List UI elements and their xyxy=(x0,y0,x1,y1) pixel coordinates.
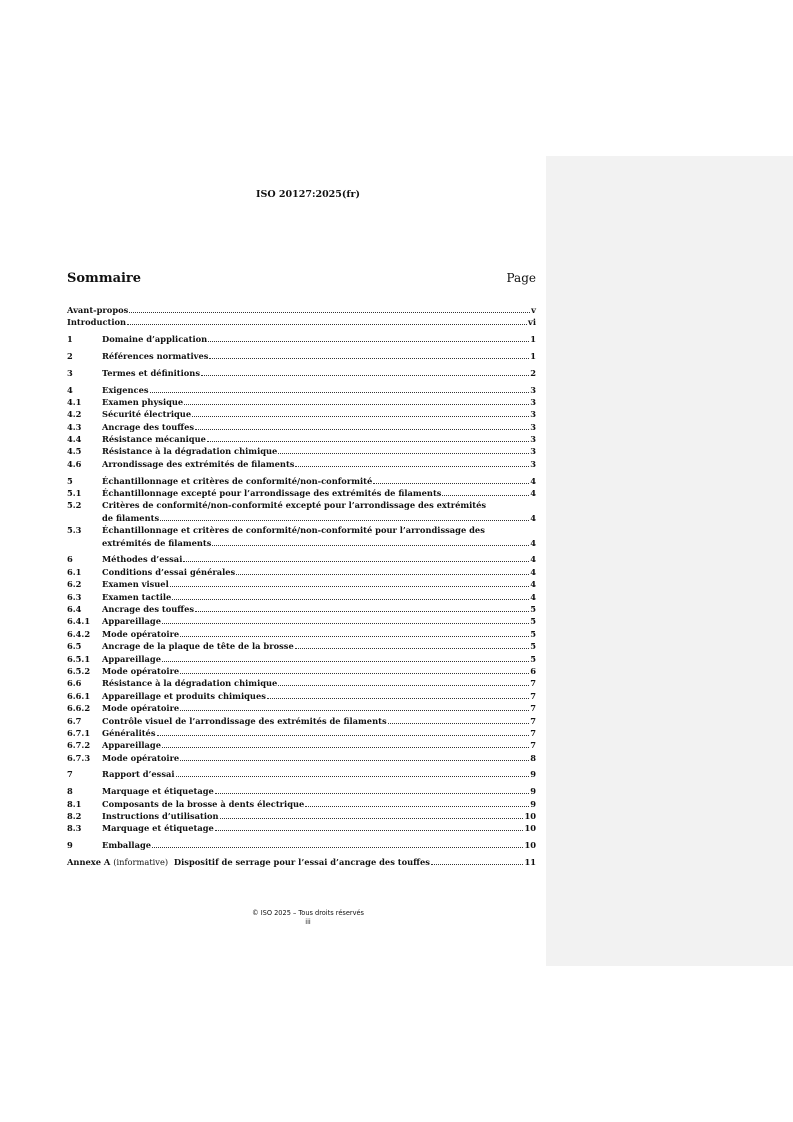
toc-entry-title: Marquage et étiquetage xyxy=(102,823,214,834)
toc-entry-page: 7 xyxy=(530,715,536,726)
toc-entry[interactable] xyxy=(67,715,536,727)
toc-entry-page: 7 xyxy=(530,727,536,738)
toc-entry-title: Ancrage des touffes xyxy=(102,421,195,432)
toc-entry-title: Échantillonnage et critères de conformité/non-conformité xyxy=(102,475,373,486)
toc-entry-title: Conditions d’essai générales xyxy=(102,566,236,577)
toc-entry[interactable] xyxy=(67,445,536,457)
toc-entry-title-cont: extrémités de filaments xyxy=(102,537,212,548)
toc-entry-number: 8.2 xyxy=(67,811,82,822)
toc-entry-page: 3 xyxy=(530,384,536,395)
toc-entry-number: 5.3 xyxy=(67,525,82,536)
toc-entry-page: 3 xyxy=(530,434,536,445)
comment-pane xyxy=(546,156,793,966)
toc-entry[interactable] xyxy=(67,603,536,615)
toc-entry-number: 3 xyxy=(67,367,73,378)
toc-entry-page: 4 xyxy=(530,475,536,486)
toc-entry-page: 4 xyxy=(530,554,536,565)
toc-entry-number: 5.1 xyxy=(67,488,82,499)
toc-entry-number: 4.5 xyxy=(67,446,82,457)
toc-entry[interactable] xyxy=(67,665,536,677)
toc-entry-number: 4.4 xyxy=(67,434,82,445)
toc-entry-page: 5 xyxy=(530,616,536,627)
page-number: iii xyxy=(305,918,311,926)
toc-entry-title: Résistance à la dégradation chimique xyxy=(102,678,278,689)
toc-entry-number: 6.5 xyxy=(67,641,82,652)
toc-entry-page: 3 xyxy=(530,396,536,407)
toc-entry-number: 5.2 xyxy=(67,500,82,511)
toc-entry-page: 4 xyxy=(530,537,536,548)
toc-entry-title: Mode opératoire xyxy=(102,703,180,714)
toc-entry-page: 4 xyxy=(530,579,536,590)
toc-entry[interactable] xyxy=(67,433,536,445)
toc-entry[interactable] xyxy=(67,822,536,834)
toc-entry-page: 11 xyxy=(524,856,536,867)
toc-entry-page: 9 xyxy=(530,769,536,780)
toc-entry[interactable] xyxy=(67,702,536,714)
toc-entry-title: Examen physique xyxy=(102,396,184,407)
toc-entry-title: Examen visuel xyxy=(102,579,169,590)
toc-entry-number: 6.7.3 xyxy=(67,752,91,763)
toc-entry-number: 1 xyxy=(67,334,73,345)
toc-entry-number: 6.1 xyxy=(67,566,82,577)
toc-entry-page: 3 xyxy=(530,421,536,432)
toc-entry-number: 4.2 xyxy=(67,409,82,420)
toc-entry-title: Emballage xyxy=(102,840,152,851)
toc-entry-page: 4 xyxy=(530,512,536,523)
toc-entry[interactable] xyxy=(67,653,536,665)
toc-entry-number: 6.6.1 xyxy=(67,690,91,701)
toc-entry-title: Contrôle visuel de l’arrondissage des extrémités de filaments xyxy=(102,715,387,726)
toc-entry-title-cont: de filaments xyxy=(102,512,160,523)
toc-entry-number: 2 xyxy=(67,350,73,361)
toc-entry[interactable] xyxy=(67,752,536,764)
toc-entry-title: Exigences xyxy=(102,384,149,395)
toc-entry-title: Instructions d’utilisation xyxy=(102,811,219,822)
toc-title: Sommaire xyxy=(67,271,142,286)
table-of-contents xyxy=(67,304,536,868)
toc-entry-title: Marquage et étiquetage xyxy=(102,786,214,797)
copyright-notice: © ISO 2025 – Tous droits réservés xyxy=(252,909,364,917)
toc-entry-title: Mode opératoire xyxy=(102,665,180,676)
toc-entry-page: 8 xyxy=(530,752,536,763)
toc-entry[interactable] xyxy=(67,798,536,810)
toc-entry-number: 8.1 xyxy=(67,798,82,809)
toc-entry-page: 1 xyxy=(530,350,536,361)
toc-entry-page: 7 xyxy=(530,703,536,714)
toc-entry-page: 5 xyxy=(530,641,536,652)
toc-entry[interactable] xyxy=(67,367,536,379)
toc-entry-title: Composants de la brosse à dents électrique xyxy=(102,798,305,809)
toc-entry-number: 9 xyxy=(67,840,73,851)
toc-entry-title: Termes et définitions xyxy=(102,367,201,378)
toc-entry-page: 5 xyxy=(530,604,536,614)
toc-entry-number: 6 xyxy=(67,554,73,565)
toc-entry-number: 6.6.2 xyxy=(67,703,91,714)
toc-entry-number: 6.5.1 xyxy=(67,653,91,664)
toc-entry-number: 4.6 xyxy=(67,458,82,469)
toc-entry[interactable] xyxy=(67,524,536,549)
toc-entry-title: Appareillage xyxy=(102,653,161,664)
toc-entry-page: 5 xyxy=(530,628,536,639)
toc-entry-page: v xyxy=(531,305,536,315)
toc-entry-number: 6.4 xyxy=(67,604,82,614)
toc-entry[interactable] xyxy=(67,316,536,328)
toc-entry-title: Mode opératoire xyxy=(102,752,180,763)
toc-entry-page: 2 xyxy=(530,367,536,378)
toc-entry-title: Critères de conformité/non-conformité excepté pour l’arrondissage des extrémités xyxy=(102,500,487,511)
toc-entry-number: 6.2 xyxy=(67,579,82,590)
toc-entry[interactable] xyxy=(67,553,536,565)
toc-entry-title: Échantillonnage excepté pour l’arrondissage des extrémités de filaments xyxy=(102,488,442,499)
toc-entry-title: Ancrage des touffes xyxy=(102,604,195,614)
toc-entry-title: Introduction xyxy=(67,317,127,328)
toc-entry-title: Domaine d’application xyxy=(102,334,208,345)
toc-entry-number: 6.6 xyxy=(67,678,82,689)
toc-entry[interactable] xyxy=(67,566,536,578)
annex-label: Annexe A xyxy=(67,856,111,867)
toc-entry-page: 4 xyxy=(530,566,536,577)
toc-entry-number: 6.4.2 xyxy=(67,628,91,639)
toc-entry[interactable] xyxy=(67,384,536,396)
toc-entry-page: 5 xyxy=(530,653,536,664)
toc-entry-page: 10 xyxy=(524,840,536,851)
toc-entry[interactable] xyxy=(67,810,536,822)
toc-entry-number: 5 xyxy=(67,475,73,486)
toc-entry-title: Résistance mécanique xyxy=(102,434,206,445)
toc-entry-title: Résistance à la dégradation chimique xyxy=(102,446,278,457)
toc-entry-number: 8.3 xyxy=(67,823,82,834)
toc-entry-title: Rapport d’essai xyxy=(102,769,175,780)
toc-entry-title: Appareillage et produits chimiques xyxy=(102,690,266,701)
toc-entry-page: 7 xyxy=(530,678,536,689)
toc-entry[interactable] xyxy=(67,487,536,499)
toc-entry-title: Ancrage de la plaque de tête de la brosse xyxy=(102,641,294,652)
toc-entry-page: 9 xyxy=(530,786,536,797)
toc-entry[interactable] xyxy=(67,304,536,316)
toc-entry[interactable] xyxy=(67,785,536,797)
toc-entry-title: Mode opératoire xyxy=(102,628,180,639)
toc-entry-page: 1 xyxy=(530,334,536,345)
toc-entry[interactable] xyxy=(67,499,536,524)
toc-entry[interactable] xyxy=(67,333,536,345)
toc-entry[interactable] xyxy=(67,615,536,627)
toc-entry-number: 8 xyxy=(67,786,73,797)
toc-entry-number: 6.5.2 xyxy=(67,665,91,676)
toc-entry-title: Sécurité électrique xyxy=(102,409,192,420)
toc-entry-title: Appareillage xyxy=(102,740,161,751)
toc-entry[interactable] xyxy=(67,458,536,470)
toc-entry-number: 6.7.1 xyxy=(67,727,91,738)
toc-entry-title: Dispositif de serrage pour l’essai d’ancrage des touffes xyxy=(173,856,430,867)
toc-entry-page: 6 xyxy=(530,665,536,676)
toc-entry-page: 3 xyxy=(530,458,536,469)
toc-entry-number: 4 xyxy=(67,384,73,395)
toc-entry-number: 6.7.2 xyxy=(67,740,91,751)
document-id: ISO 20127:2025(fr) xyxy=(256,189,360,200)
toc-entry-annex-a[interactable] xyxy=(67,856,536,868)
toc-entry-page: 7 xyxy=(530,690,536,701)
toc-entry-title: Méthodes d’essai xyxy=(102,554,183,565)
toc-entry-number: 4.1 xyxy=(67,396,82,407)
toc-entry-title: Appareillage xyxy=(102,616,161,627)
toc-page-label: Page xyxy=(506,271,536,285)
toc-entry-page: 10 xyxy=(524,811,536,822)
toc-entry-page: 4 xyxy=(530,488,536,499)
toc-entry-number: 6.3 xyxy=(67,591,82,602)
toc-entry[interactable] xyxy=(67,727,536,739)
toc-entry-page: 7 xyxy=(530,740,536,751)
toc-entry[interactable] xyxy=(67,408,536,420)
toc-entry-page: 3 xyxy=(530,409,536,420)
toc-entry-number: 4.3 xyxy=(67,421,82,432)
toc-entry-title: Généralités xyxy=(102,727,156,738)
toc-entry[interactable] xyxy=(67,677,536,689)
toc-entry-page: 9 xyxy=(530,798,536,809)
toc-entry[interactable] xyxy=(67,739,536,751)
toc-entry[interactable] xyxy=(67,640,536,652)
toc-entry-page: 10 xyxy=(524,823,536,834)
toc-entry-title: Examen tactile xyxy=(102,591,172,602)
page-footer xyxy=(0,909,616,927)
toc-entry-page: 4 xyxy=(530,591,536,602)
toc-entry[interactable] xyxy=(67,768,536,780)
toc-entry-title: Échantillonnage et critères de conformité/non-conformité pour l’arrondissage des xyxy=(102,525,485,536)
toc-entry-number: 7 xyxy=(67,769,73,780)
toc-entry[interactable] xyxy=(67,421,536,433)
toc-entry[interactable] xyxy=(67,350,536,362)
toc-entry[interactable] xyxy=(67,578,536,590)
toc-entry-page: vi xyxy=(528,317,536,328)
toc-header xyxy=(67,271,536,286)
toc-entry[interactable] xyxy=(67,839,536,851)
toc-entry-title: Références normatives xyxy=(102,350,209,361)
toc-entry[interactable] xyxy=(67,396,536,408)
toc-entry-title: Avant-propos xyxy=(67,305,129,315)
toc-entry[interactable] xyxy=(67,690,536,702)
toc-entry-number: 6.7 xyxy=(67,715,82,726)
toc-entry[interactable] xyxy=(67,591,536,603)
annex-type: (informative) xyxy=(113,856,169,867)
toc-entry[interactable] xyxy=(67,628,536,640)
toc-entry[interactable] xyxy=(67,475,536,487)
toc-entry-page: 3 xyxy=(530,446,536,457)
toc-entry-number: 6.4.1 xyxy=(67,616,91,627)
toc-entry-title: Arrondissage des extrémités de filaments xyxy=(102,458,295,469)
